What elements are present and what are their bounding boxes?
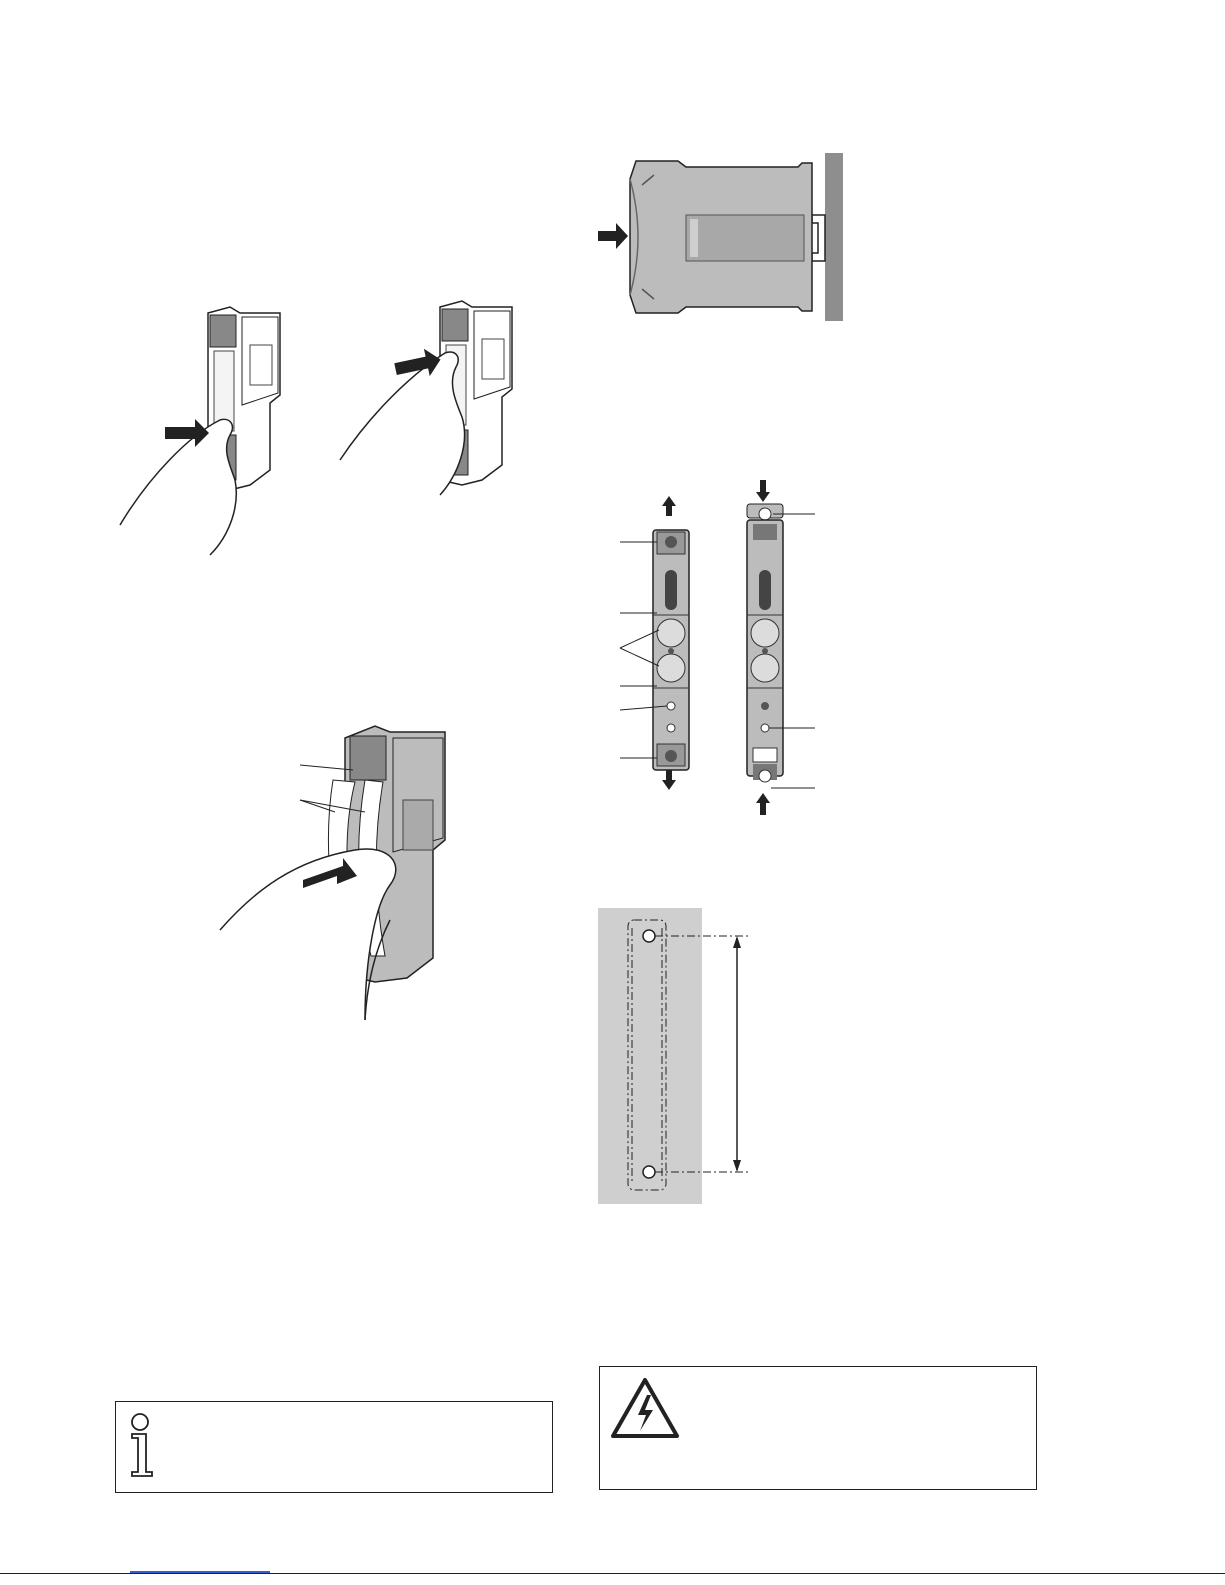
mounting-wall bbox=[825, 153, 843, 321]
warning-notice-box bbox=[599, 1366, 1037, 1490]
label-window bbox=[686, 215, 804, 261]
foot-strip-released bbox=[620, 496, 689, 790]
footer-link-underline[interactable] bbox=[130, 1571, 270, 1573]
din-rail bbox=[812, 215, 825, 261]
bottom-screw-hole bbox=[643, 1166, 655, 1178]
front-cover-removal-figure bbox=[215, 720, 455, 1040]
top-screw-hole bbox=[643, 930, 655, 942]
device-right bbox=[340, 301, 512, 495]
push-arrow bbox=[598, 223, 628, 249]
foot-strip-locked bbox=[747, 480, 815, 815]
info-icon bbox=[126, 1412, 156, 1478]
high-voltage-warning-icon bbox=[610, 1377, 680, 1439]
din-rail-snap-figure bbox=[590, 145, 860, 330]
device-left bbox=[120, 307, 280, 555]
mounting-plate bbox=[598, 908, 702, 1204]
mounting-foot-latch-figure bbox=[615, 470, 830, 830]
footer-rule bbox=[0, 1573, 1225, 1574]
screw-mounting-template-figure bbox=[598, 908, 758, 1206]
front-cover-press-figure bbox=[110, 295, 540, 560]
info-notice-box bbox=[115, 1401, 553, 1493]
